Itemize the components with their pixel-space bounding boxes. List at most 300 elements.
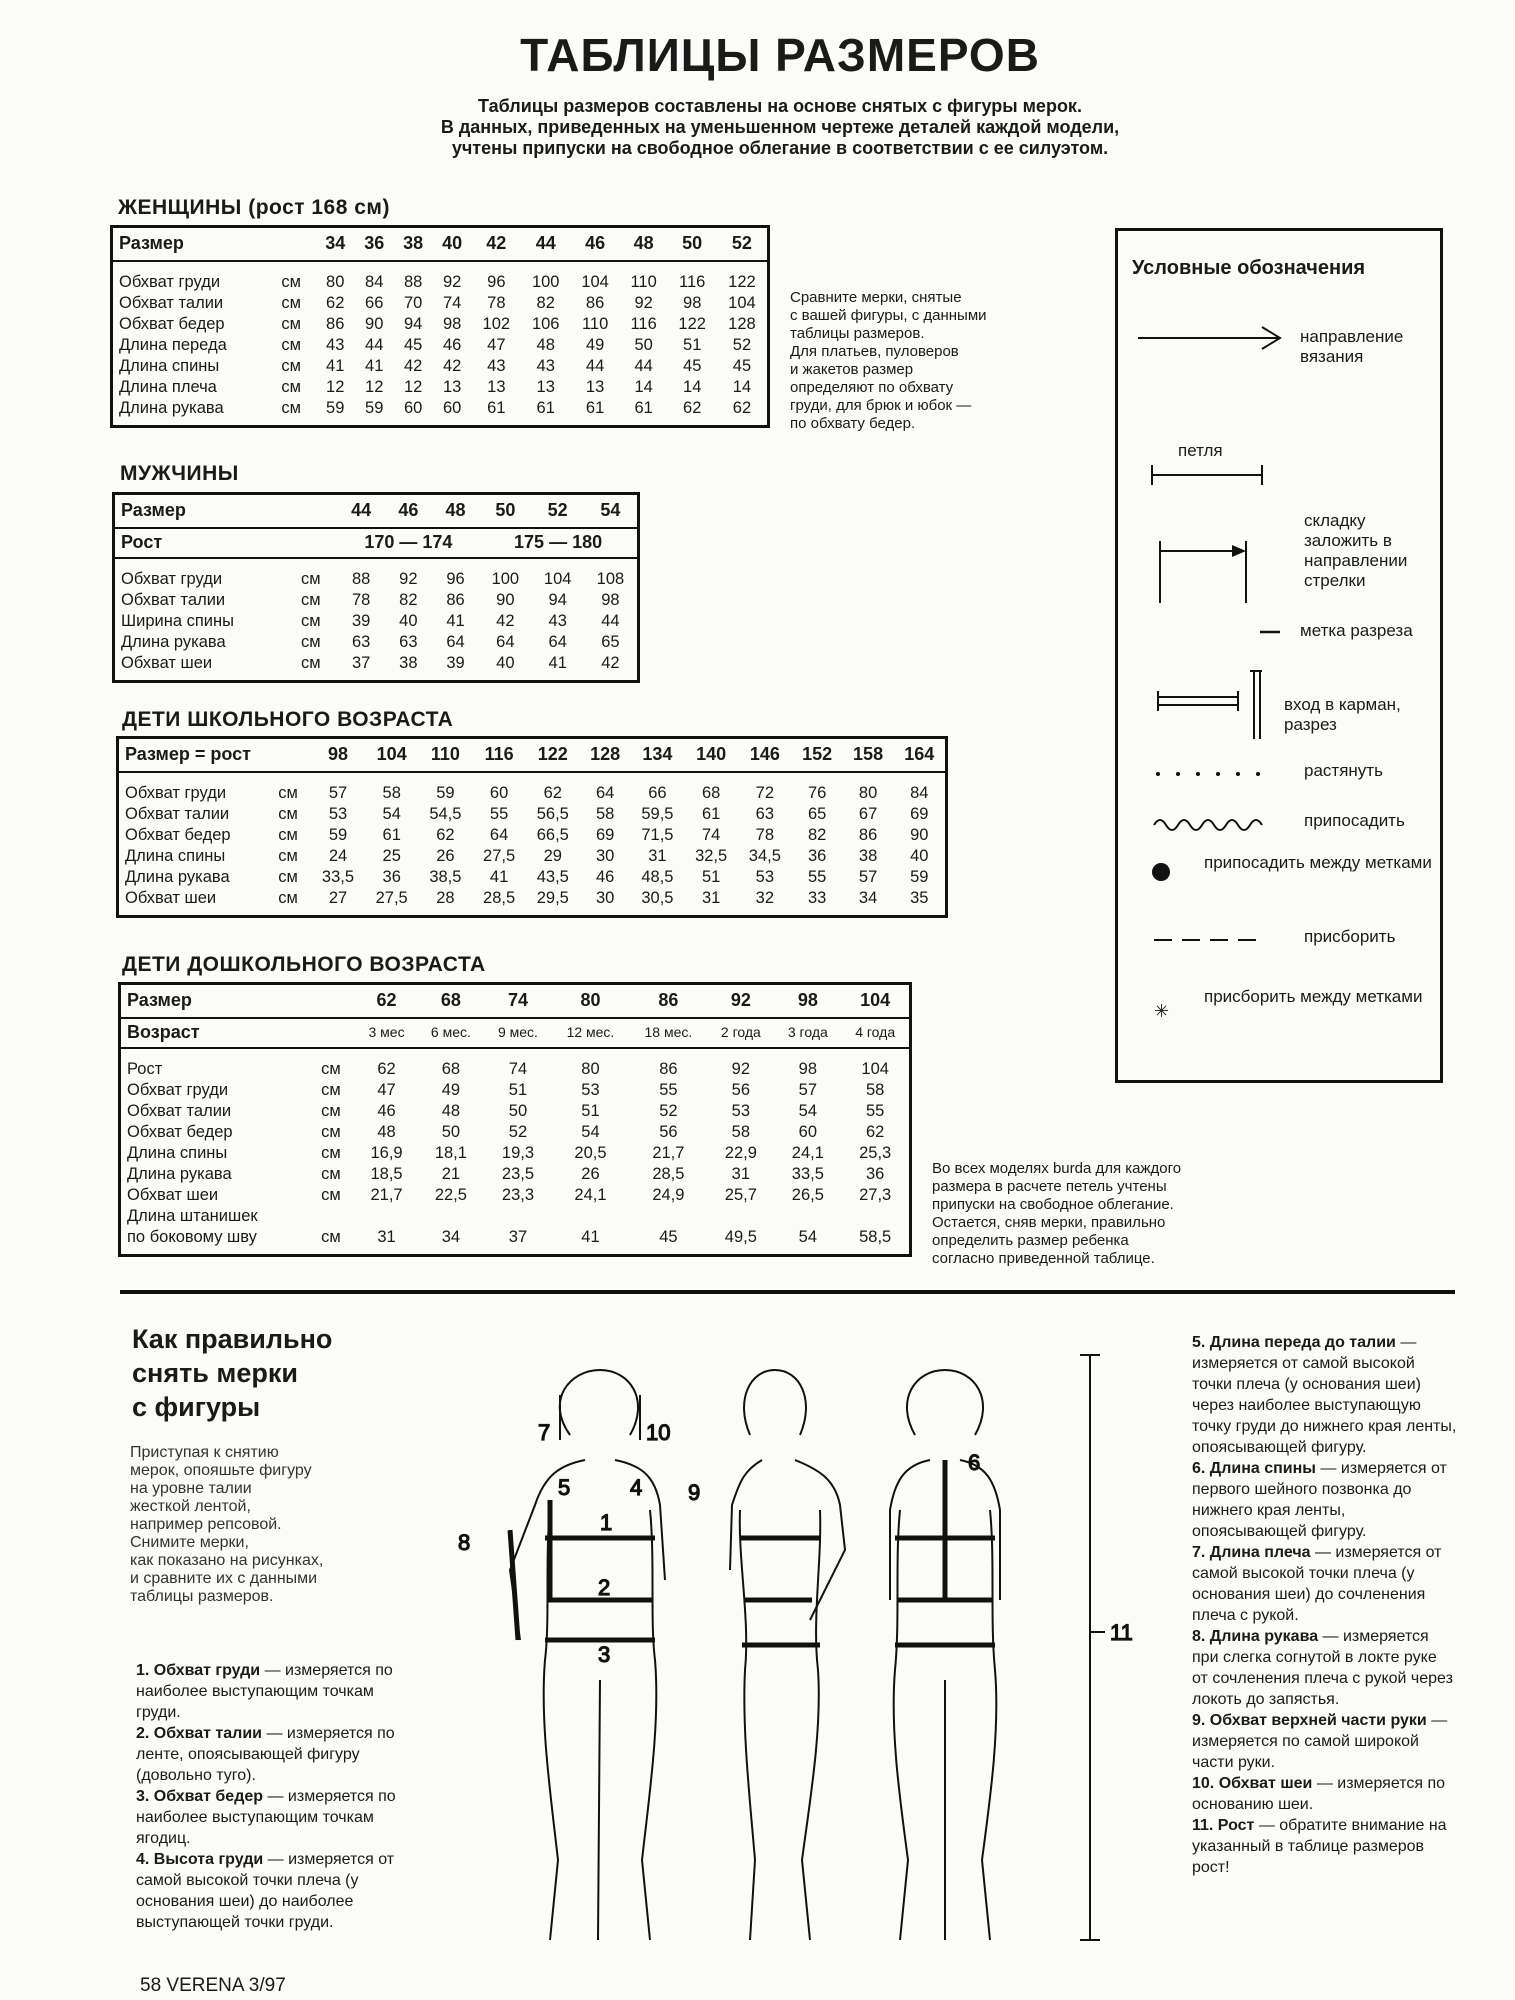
cell-value: 47 bbox=[377, 1080, 396, 1099]
row-unit: см bbox=[300, 590, 321, 609]
text-line: Снимите мерки, bbox=[130, 1534, 249, 1551]
cell-value: 14 bbox=[732, 377, 752, 396]
cell-value: 110 bbox=[630, 272, 657, 291]
cell-value: 53 bbox=[581, 1080, 600, 1099]
size-value: 50 bbox=[479, 494, 531, 528]
measure-item bbox=[136, 1849, 398, 1933]
row-label: Обхват бедер bbox=[119, 314, 225, 333]
table-row bbox=[114, 611, 639, 632]
cell-value: 66 bbox=[365, 293, 384, 312]
cell-value: 104 bbox=[543, 569, 572, 588]
row-label: Обхват талии bbox=[127, 1101, 232, 1120]
measure-text: — измеряется по основанию шеи. bbox=[1192, 1775, 1446, 1813]
measure-item bbox=[136, 1660, 398, 1723]
table-row bbox=[120, 1164, 911, 1185]
cell-value: 56 bbox=[659, 1122, 678, 1141]
cell-value: 14 bbox=[683, 377, 702, 396]
cell-value: 31 bbox=[731, 1164, 751, 1183]
cell-value: 88 bbox=[403, 272, 423, 291]
label-4: 4 bbox=[630, 1475, 643, 1500]
row-label: Обхват груди bbox=[125, 783, 227, 802]
size-header-row bbox=[112, 227, 769, 261]
cell-value: 22,9 bbox=[724, 1143, 757, 1162]
cell-value: 43 bbox=[326, 335, 345, 354]
cell-value: 65 bbox=[807, 804, 827, 823]
cell-value: 38,5 bbox=[429, 867, 462, 886]
cell-value: 84 bbox=[910, 783, 929, 802]
howto-title: Как правильно снять мерки с фигуры bbox=[132, 1324, 333, 1422]
row-unit: см bbox=[281, 314, 301, 333]
cell-value: 55 bbox=[659, 1080, 678, 1099]
cell-value: 64 bbox=[496, 632, 515, 651]
legend-label-gather: присборить bbox=[1304, 927, 1396, 946]
cell-value: 61 bbox=[585, 398, 605, 417]
label-1: 1 bbox=[600, 1510, 613, 1535]
size-value: 36 bbox=[355, 227, 394, 261]
measure-item bbox=[136, 1723, 398, 1786]
cell-value: 50 bbox=[441, 1122, 461, 1141]
cell-value: 61 bbox=[536, 398, 555, 417]
row-unit: см bbox=[278, 867, 298, 886]
cell-value: 80 bbox=[581, 1059, 600, 1078]
cell-value: 53 bbox=[731, 1101, 751, 1120]
cell-value: 59 bbox=[436, 783, 455, 802]
cell-value: 54 bbox=[798, 1227, 818, 1246]
cell-value: 92 bbox=[442, 272, 462, 291]
size-value: 116 bbox=[472, 738, 526, 772]
row-label: Длина переда bbox=[119, 335, 227, 354]
size-value: 46 bbox=[570, 227, 619, 261]
preschool-size-table bbox=[118, 982, 912, 1257]
women-size-table bbox=[110, 225, 770, 428]
cell-value: 46 bbox=[442, 335, 462, 354]
cell-value: 37 bbox=[352, 653, 371, 672]
size-value: 42 bbox=[472, 227, 521, 261]
cell-value: 43,5 bbox=[536, 867, 569, 886]
cell-value: 13 bbox=[585, 377, 605, 396]
cell-value: 84 bbox=[365, 272, 384, 291]
cell-value: 13 bbox=[442, 377, 462, 396]
cell-value: 53 bbox=[755, 867, 775, 886]
front-tapes bbox=[510, 1500, 655, 1640]
table-bottom-pad bbox=[120, 1248, 911, 1256]
cell-value: 88 bbox=[352, 569, 371, 588]
cell-value: 67 bbox=[858, 804, 878, 823]
cell-value: 40 bbox=[399, 611, 418, 630]
legend-label-ease: припосадить bbox=[1304, 811, 1405, 830]
table-row bbox=[112, 261, 769, 293]
table-row bbox=[114, 653, 639, 674]
measure-item bbox=[1192, 1458, 1457, 1542]
cell-value: 36 bbox=[865, 1164, 885, 1183]
measure-item bbox=[136, 1786, 398, 1849]
measures-list-right bbox=[1192, 1332, 1457, 1878]
school-title: ДЕТИ ШКОЛЬНОГО ВОЗРАСТА bbox=[122, 708, 454, 731]
size-value: 52 bbox=[532, 494, 584, 528]
size-value: 140 bbox=[684, 738, 738, 772]
cell-value: 69 bbox=[910, 804, 929, 823]
size-value: 38 bbox=[394, 227, 433, 261]
size-value: 46 bbox=[385, 494, 432, 528]
size-value: 128 bbox=[580, 738, 631, 772]
cell-value: 48,5 bbox=[641, 867, 674, 886]
cell-value: 59 bbox=[365, 398, 384, 417]
cell-value: 26 bbox=[436, 846, 455, 865]
measure-head: 4. Высота груди bbox=[136, 1851, 264, 1868]
row-label: Обхват груди bbox=[127, 1080, 229, 1099]
label-10: 10 bbox=[646, 1420, 671, 1445]
text-line: размера в расчете петель учтены bbox=[932, 1178, 1167, 1195]
row-label: Длина спины bbox=[125, 846, 226, 865]
size-header-row bbox=[120, 984, 911, 1018]
cell-value: 98 bbox=[442, 314, 462, 333]
age-value: 3 мес bbox=[356, 1018, 418, 1048]
cell-value: 34 bbox=[858, 888, 878, 907]
legend-box bbox=[1115, 228, 1443, 1083]
text-line: и сравните их с данными bbox=[130, 1570, 318, 1587]
measures-list-left bbox=[136, 1660, 398, 1933]
cell-value: 27,3 bbox=[859, 1185, 892, 1204]
cell-value: 33,5 bbox=[791, 1164, 824, 1183]
cell-value: 46 bbox=[595, 867, 615, 886]
height-label: Рост bbox=[114, 528, 338, 558]
text-line: по обхвату бедер. bbox=[790, 415, 916, 432]
cell-value: 74 bbox=[508, 1059, 528, 1078]
table-row bbox=[120, 1143, 911, 1164]
size-value: 110 bbox=[419, 738, 473, 772]
cell-value: 80 bbox=[858, 783, 878, 802]
cell-value: 29 bbox=[543, 846, 562, 865]
cell-value: 31 bbox=[648, 846, 667, 865]
measure-text: — измеряется по ленте, опоясывающей фигуру (довольно туго). bbox=[136, 1725, 395, 1784]
table-row bbox=[118, 867, 947, 888]
cell-value: 106 bbox=[531, 314, 560, 333]
row-unit: см bbox=[300, 653, 321, 672]
cell-value: 32 bbox=[755, 888, 775, 907]
size-value: 74 bbox=[484, 984, 551, 1018]
table-row bbox=[112, 356, 769, 377]
cell-value: 19,3 bbox=[501, 1143, 535, 1162]
cell-value: 24,1 bbox=[791, 1143, 824, 1162]
cell-value: 24 bbox=[328, 846, 348, 865]
cell-value: 26,5 bbox=[791, 1185, 824, 1204]
preschool-note bbox=[932, 1160, 1252, 1268]
row-label: Обхват шеи bbox=[127, 1185, 219, 1204]
row-label: Обхват талии bbox=[121, 590, 226, 609]
legend-label-loop: петля bbox=[1178, 441, 1223, 460]
cell-value: 57 bbox=[858, 867, 878, 886]
row-label: Длина рукава bbox=[121, 632, 226, 651]
cell-value: 49 bbox=[585, 335, 605, 354]
empty-cell bbox=[484, 1206, 551, 1227]
cell-value: 74 bbox=[701, 825, 721, 844]
cell-value: 48 bbox=[441, 1101, 461, 1120]
text-line: определяют по обхвату bbox=[790, 379, 954, 396]
cell-value: 50 bbox=[634, 335, 653, 354]
age-value: 12 мес. bbox=[551, 1018, 629, 1048]
text-line: с вашей фигуры, с данными bbox=[790, 307, 987, 324]
label-9: 9 bbox=[688, 1480, 701, 1505]
table-row bbox=[114, 590, 639, 611]
cell-value: 86 bbox=[446, 590, 465, 609]
cell-value: 41 bbox=[326, 356, 345, 375]
cell-value: 13 bbox=[487, 377, 506, 396]
row-label: Обхват груди bbox=[119, 272, 221, 291]
slit-mark-icon bbox=[1258, 629, 1282, 635]
measure-text: — измеряется от самой высокой точки плеча (у основания шеи) до сочленения плеча с рукой. bbox=[1192, 1544, 1442, 1624]
size-value: 80 bbox=[551, 984, 629, 1018]
women-title: ЖЕНЩИНЫ (рост 168 см) bbox=[118, 196, 390, 219]
cell-value: 76 bbox=[807, 783, 827, 802]
cell-value: 110 bbox=[581, 314, 609, 333]
cell-value: 104 bbox=[581, 272, 609, 291]
cell-value: 42 bbox=[403, 356, 423, 375]
cell-value: 94 bbox=[403, 314, 423, 333]
cell-value: 46 bbox=[377, 1101, 396, 1120]
cell-value: 100 bbox=[491, 569, 520, 588]
cell-value: 40 bbox=[496, 653, 515, 672]
cell-value: 26 bbox=[581, 1164, 600, 1183]
intro-text: Таблицы размеров составлены на основе снятых с фигуры мерок. В данных, приведенных на уменьшенном чертеже деталей каждой модели, учтены припуски на свободное облегание в соответствии с ее силуэтом. bbox=[440, 96, 1120, 158]
measurement-figures bbox=[450, 1340, 1170, 1960]
dotted-line-icon bbox=[1154, 769, 1264, 779]
cell-value: 53 bbox=[328, 804, 348, 823]
size-value: 34 bbox=[316, 227, 355, 261]
cell-value: 62 bbox=[865, 1122, 885, 1141]
cell-value: 54 bbox=[581, 1122, 600, 1141]
cell-value: 100 bbox=[531, 272, 560, 291]
text-line: как показано на рисунках, bbox=[130, 1552, 324, 1569]
measure-text: — измеряется при слегка согнутой в локте руке от сочленения плеча с рукой через локоть до запястья. bbox=[1192, 1628, 1453, 1708]
cell-value: 41 bbox=[365, 356, 384, 375]
cell-value: 54 bbox=[798, 1101, 818, 1120]
size-value: 44 bbox=[521, 227, 570, 261]
cell-value: 39 bbox=[446, 653, 465, 672]
text-line: таблицы размеров. bbox=[130, 1588, 274, 1605]
row-label: Обхват бедер bbox=[127, 1122, 233, 1141]
cell-value: 49,5 bbox=[724, 1227, 757, 1246]
row-label: Обхват шеи bbox=[125, 888, 217, 907]
cell-value: 25,7 bbox=[724, 1185, 757, 1204]
cell-value: 51 bbox=[683, 335, 702, 354]
cell-value: 20,5 bbox=[574, 1143, 607, 1162]
cell-value: 64 bbox=[489, 825, 509, 844]
size-label: Размер = рост bbox=[118, 738, 312, 772]
cell-value: 33,5 bbox=[321, 867, 355, 886]
cell-value: 56,5 bbox=[536, 804, 569, 823]
row-unit: см bbox=[321, 1143, 341, 1162]
cell-value: 27,5 bbox=[483, 846, 516, 865]
cell-value: 57 bbox=[798, 1080, 818, 1099]
size-value: 104 bbox=[365, 738, 419, 772]
legend-label-fold: складку заложить в направлении стрелки bbox=[1304, 511, 1408, 590]
cell-value: 21,7 bbox=[652, 1143, 685, 1162]
cell-value: 32,5 bbox=[695, 846, 728, 865]
measure-item bbox=[1192, 1773, 1457, 1815]
age-label: Возраст bbox=[120, 1018, 356, 1048]
size-header-row bbox=[118, 738, 947, 772]
table-row bbox=[112, 314, 769, 335]
cell-value: 60 bbox=[403, 398, 423, 417]
pocket-entry-icon bbox=[1154, 667, 1266, 743]
cell-value: 104 bbox=[728, 293, 756, 312]
size-value: 44 bbox=[338, 494, 385, 528]
cell-value: 61 bbox=[634, 398, 653, 417]
row-label: Длина рукава bbox=[125, 867, 230, 886]
cell-value: 33 bbox=[807, 888, 827, 907]
cell-value: 58 bbox=[865, 1080, 885, 1099]
legend-title: Условные обозначения bbox=[1132, 257, 1366, 279]
cell-value: 16,9 bbox=[370, 1143, 403, 1162]
age-value: 6 мес. bbox=[417, 1018, 484, 1048]
size-value: 134 bbox=[631, 738, 685, 772]
cell-value: 41 bbox=[446, 611, 465, 630]
cell-value: 71,5 bbox=[641, 825, 674, 844]
empty-cell bbox=[841, 1206, 910, 1227]
cell-value: 49 bbox=[441, 1080, 461, 1099]
size-value: 40 bbox=[433, 227, 472, 261]
cell-value: 21 bbox=[441, 1164, 461, 1183]
empty-cell bbox=[629, 1206, 707, 1227]
text-line: например репсовой. bbox=[130, 1516, 282, 1533]
cell-value: 29,5 bbox=[536, 888, 569, 907]
cell-value: 60 bbox=[442, 398, 462, 417]
cell-value: 58,5 bbox=[859, 1227, 892, 1246]
label-5: 5 bbox=[558, 1475, 571, 1500]
row-unit: см bbox=[321, 1164, 341, 1183]
age-value: 3 года bbox=[774, 1018, 841, 1048]
text-line: груди, для брюк и юбок — bbox=[790, 397, 972, 414]
cell-value: 90 bbox=[496, 590, 515, 609]
cell-value: 82 bbox=[807, 825, 827, 844]
row-unit: см bbox=[300, 632, 321, 651]
cell-value: 27,5 bbox=[375, 888, 408, 907]
measure-text: — измеряется от самой высокой точки плеча (у основания шеи) до наиболее выступающей точки груди. bbox=[136, 1851, 395, 1931]
age-value: 4 года bbox=[841, 1018, 910, 1048]
table-row bbox=[114, 558, 639, 590]
row-label: Обхват шеи bbox=[121, 653, 213, 672]
cell-value: 70 bbox=[403, 293, 423, 312]
empty-cell bbox=[551, 1206, 629, 1227]
filled-dot-icon bbox=[1150, 861, 1172, 883]
size-value: 86 bbox=[629, 984, 707, 1018]
table-row bbox=[112, 377, 769, 398]
empty-cell bbox=[356, 1206, 418, 1227]
legend-label-pocket: вход в карман, разрез bbox=[1284, 695, 1401, 734]
text-line: припуски на свободное облегание. bbox=[932, 1196, 1174, 1213]
table-row bbox=[120, 1227, 911, 1248]
cell-value: 18,1 bbox=[434, 1143, 467, 1162]
measure-head: 2. Обхват талии bbox=[136, 1725, 262, 1742]
size-value: 68 bbox=[417, 984, 484, 1018]
cell-value: 66,5 bbox=[536, 825, 569, 844]
label-6: 6 bbox=[968, 1450, 981, 1475]
row-unit: см bbox=[278, 825, 298, 844]
cell-value: 39 bbox=[352, 611, 371, 630]
cell-value: 51 bbox=[701, 867, 721, 886]
empty-cell bbox=[774, 1206, 841, 1227]
row-label: Длина плеча bbox=[119, 377, 217, 396]
cell-value: 57 bbox=[328, 783, 348, 802]
wavy-line-icon bbox=[1152, 813, 1272, 833]
height-scale bbox=[1080, 1355, 1105, 1940]
cell-value: 64 bbox=[446, 632, 465, 651]
cell-value: 66 bbox=[648, 783, 667, 802]
label-11: 11 bbox=[1110, 1620, 1133, 1645]
measure-text: — измеряется от самой высокой точки плеча (у основания шеи) через наиболее выступающую точку груди до нижнего края ленты, опоясывающей фигуру. bbox=[1192, 1334, 1457, 1456]
howto-paragraph bbox=[130, 1444, 400, 1606]
cell-value: 65 bbox=[601, 632, 620, 651]
dashed-line-icon bbox=[1152, 937, 1266, 943]
cell-value: 63 bbox=[352, 632, 371, 651]
legend-label-direction: направление вязания bbox=[1300, 327, 1404, 366]
row-label: Рост bbox=[127, 1059, 163, 1078]
size-value: 158 bbox=[843, 738, 894, 772]
cell-value: 94 bbox=[548, 590, 567, 609]
cell-value: 74 bbox=[442, 293, 462, 312]
cell-value: 96 bbox=[446, 569, 465, 588]
cell-value: 42 bbox=[442, 356, 462, 375]
measure-item bbox=[1192, 1542, 1457, 1626]
cell-value: 62 bbox=[436, 825, 455, 844]
cell-value: 58 bbox=[731, 1122, 751, 1141]
cell-value: 96 bbox=[487, 272, 506, 291]
cell-value: 45 bbox=[403, 335, 423, 354]
measure-text: — измеряется по самой широкой части руки. bbox=[1192, 1712, 1448, 1771]
cell-value: 68 bbox=[701, 783, 721, 802]
row-unit: см bbox=[300, 569, 321, 588]
row-label: Длина рукава bbox=[127, 1164, 232, 1183]
table-row bbox=[120, 1080, 911, 1101]
table-row bbox=[114, 632, 639, 653]
cell-value: 45 bbox=[683, 356, 702, 375]
size-value: 48 bbox=[620, 227, 668, 261]
text-line: определить размер ребенка bbox=[932, 1232, 1129, 1249]
cell-value: 54 bbox=[382, 804, 401, 823]
measure-item bbox=[1192, 1710, 1457, 1773]
measure-text: — обратите внимание на указанный в таблице размеров рост! bbox=[1192, 1817, 1447, 1876]
row-unit: см bbox=[321, 1185, 341, 1204]
row-label: Ширина спины bbox=[121, 611, 234, 630]
table-row bbox=[118, 846, 947, 867]
table-row bbox=[112, 398, 769, 419]
table-row bbox=[120, 1206, 911, 1227]
table-row bbox=[112, 335, 769, 356]
cell-value: 43 bbox=[487, 356, 506, 375]
cell-value: 78 bbox=[755, 825, 775, 844]
cell-value: 25,3 bbox=[859, 1143, 892, 1162]
age-row bbox=[120, 1018, 911, 1048]
page-title: ТАБЛИЦЫ РАЗМЕРОВ bbox=[520, 29, 1040, 81]
row-label: Обхват талии bbox=[119, 293, 224, 312]
table-row bbox=[118, 804, 947, 825]
cell-value: 61 bbox=[487, 398, 506, 417]
cell-value: 78 bbox=[487, 293, 506, 312]
cell-value: 52 bbox=[508, 1122, 528, 1141]
pad-cell bbox=[118, 909, 947, 917]
cell-value: 56 bbox=[731, 1080, 751, 1099]
height-row bbox=[114, 528, 639, 558]
cell-value: 108 bbox=[596, 569, 625, 588]
row-unit: см bbox=[321, 1101, 341, 1120]
size-label: Размер bbox=[112, 227, 316, 261]
text-line: Сравните мерки, снятые bbox=[790, 289, 962, 306]
loop-bracket-icon bbox=[1148, 463, 1268, 487]
page-footer: 58 VERENA 3/97 bbox=[140, 1975, 286, 1996]
cell-value: 63 bbox=[755, 804, 775, 823]
cell-value: 48 bbox=[536, 335, 555, 354]
empty-cell bbox=[707, 1206, 774, 1227]
